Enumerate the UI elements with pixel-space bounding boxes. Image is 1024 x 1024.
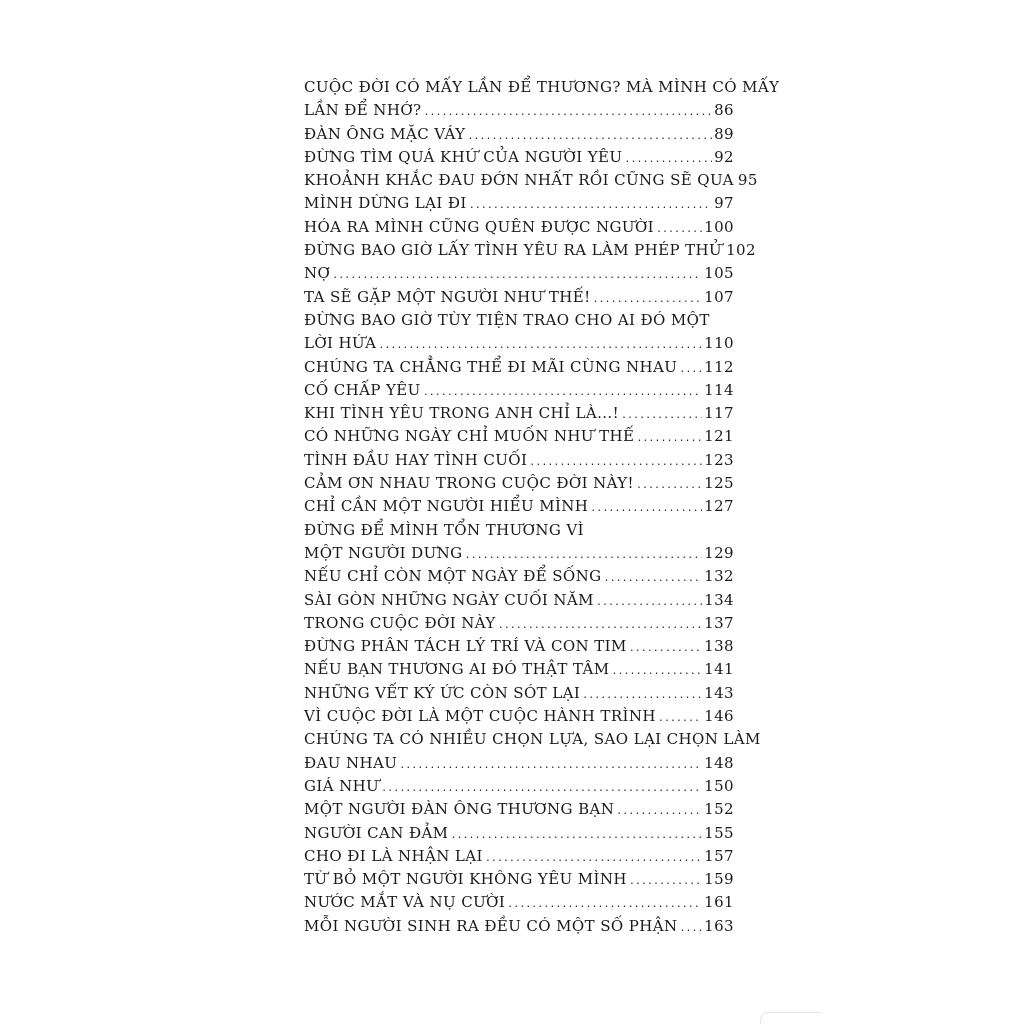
table-of-contents xyxy=(304,76,780,938)
toc-entry-title: MỘT NGƯỜI ĐÀN ÔNG THƯƠNG BẠN xyxy=(304,800,615,819)
toc-entry-title: NGƯỜI CAN ĐẢM xyxy=(304,823,449,842)
toc-entry xyxy=(304,728,761,751)
toc-entry-page-number: 100 xyxy=(704,217,734,236)
toc-entry xyxy=(304,76,780,99)
toc-entry-title: TRONG CUỘC ĐỜI NÀY xyxy=(304,613,496,632)
toc-dot-leader xyxy=(612,660,703,683)
toc-dot-leader xyxy=(629,870,702,893)
toc-dot-leader xyxy=(590,497,702,520)
toc-entry-title: ĐÀN ÔNG MẶC VÁY xyxy=(304,124,466,143)
toc-entry xyxy=(304,286,734,309)
toc-entry-page-number: 137 xyxy=(704,613,734,632)
toc-dot-leader xyxy=(498,614,702,637)
toc-entry xyxy=(304,822,734,845)
toc-entry-title: SÀI GÒN NHỮNG NGÀY CUỐI NĂM xyxy=(304,590,594,609)
toc-entry-title: CHO ĐI LÀ NHẬN LẠI xyxy=(304,846,483,865)
toc-entry-title: TÌNH ĐẦU HAY TÌNH CUỐI xyxy=(304,450,528,469)
toc-entry-title: ĐỪNG BAO GIỜ LẤY TÌNH YÊU RA LÀM PHÉP THỬ xyxy=(304,241,723,260)
toc-entry xyxy=(304,495,734,518)
toc-entry-page-number: 97 xyxy=(714,194,734,213)
toc-dot-leader xyxy=(467,125,712,148)
toc-entry xyxy=(304,542,734,565)
toc-entry-page-number: 138 xyxy=(704,637,734,656)
toc-dot-leader xyxy=(465,544,703,567)
toc-dot-leader xyxy=(450,824,702,847)
toc-entry-title: KHI TÌNH YÊU TRONG ANH CHỈ LÀ...! xyxy=(304,404,620,423)
toc-entry xyxy=(304,682,734,705)
toc-dot-leader xyxy=(378,334,702,357)
toc-entry-title: CHÚNG TA CÓ NHIỀU CHỌN LỰA, SAO LẠI CHỌN LÀM xyxy=(304,730,761,749)
toc-entry xyxy=(304,309,734,332)
toc-entry xyxy=(304,589,734,612)
toc-entry xyxy=(304,169,758,192)
toc-entry xyxy=(304,123,734,146)
toc-dot-leader xyxy=(399,754,702,777)
toc-entry xyxy=(304,262,734,285)
toc-dot-leader xyxy=(485,847,702,870)
toc-entry-title: VÌ CUỘC ĐỜI LÀ MỘT CUỘC HÀNH TRÌNH xyxy=(304,707,656,726)
toc-entry-title: LỜI HỨA xyxy=(304,334,377,353)
toc-dot-leader xyxy=(624,148,712,171)
toc-entry xyxy=(304,356,734,379)
toc-entry-title: HÓA RA MÌNH CŨNG QUÊN ĐƯỢC NGƯỜI xyxy=(304,217,654,236)
toc-entry-page-number: 148 xyxy=(704,753,734,772)
toc-entry xyxy=(304,612,734,635)
toc-entry xyxy=(304,239,756,262)
toc-dot-leader xyxy=(658,707,702,730)
toc-entry-page-number: 92 xyxy=(714,147,734,166)
toc-dot-leader xyxy=(381,777,702,800)
toc-entry-page-number: 102 xyxy=(726,241,756,260)
toc-entry-title: TỪ BỎ MỘT NGƯỜI KHÔNG YÊU MÌNH xyxy=(304,870,627,889)
toc-entry xyxy=(304,192,734,215)
toc-entry-page-number: 152 xyxy=(704,800,734,819)
toc-entry xyxy=(304,915,734,938)
toc-dot-leader xyxy=(423,381,702,404)
toc-entry-title: ĐỪNG BAO GIỜ TÙY TIỆN TRAO CHO AI ĐÓ MỘT xyxy=(304,310,710,329)
toc-entry-page-number: 146 xyxy=(704,707,734,726)
toc-entry-page-number: 110 xyxy=(704,334,734,353)
toc-entry-title: MÌNH DỪNG LẠI ĐI xyxy=(304,194,467,213)
toc-entry xyxy=(304,845,734,868)
toc-entry-title: CÓ NHỮNG NGÀY CHỈ MUỐN NHƯ THẾ xyxy=(304,427,635,446)
toc-entry-title: CUỘC ĐỜI CÓ MẤY LẦN ĐỂ THƯƠNG? MÀ MÌNH CÓ MẤY xyxy=(304,78,780,96)
toc-entry xyxy=(304,425,734,448)
toc-entry-page-number: 86 xyxy=(714,101,734,120)
toc-dot-leader xyxy=(636,427,702,450)
toc-entry-title: ĐỪNG PHÂN TÁCH LÝ TRÍ VÀ CON TIM xyxy=(304,637,627,656)
toc-dot-leader xyxy=(656,218,702,241)
toc-dot-leader xyxy=(596,591,702,614)
toc-dot-leader xyxy=(593,288,703,311)
toc-entry-title: MỖI NGƯỜI SINH RA ĐỀU CÓ MỘT SỐ PHẬN xyxy=(304,916,678,935)
toc-entry-title: TA SẼ GẶP MỘT NGƯỜI NHƯ THẾ! xyxy=(304,287,591,306)
toc-entry-page-number: 159 xyxy=(704,870,734,889)
toc-entry-page-number: 105 xyxy=(704,264,734,283)
toc-entry xyxy=(304,775,734,798)
toc-entry-page-number: 163 xyxy=(704,916,734,935)
toc-entry xyxy=(304,565,734,588)
toc-entry-page-number: 112 xyxy=(704,357,734,376)
toc-dot-leader xyxy=(679,358,702,381)
toc-dot-leader xyxy=(604,567,703,590)
toc-entry-page-number: 123 xyxy=(704,450,734,469)
toc-entry xyxy=(304,868,734,891)
toc-entry xyxy=(304,519,734,542)
toc-entry-page-number: 125 xyxy=(704,474,734,493)
toc-entry xyxy=(304,798,734,821)
toc-dot-leader xyxy=(332,264,702,287)
toc-entry xyxy=(304,752,734,775)
toc-dot-leader xyxy=(529,451,702,474)
toc-entry-title: GIÁ NHƯ xyxy=(304,776,380,795)
toc-entry-page-number: 155 xyxy=(704,823,734,842)
toc-dot-leader xyxy=(629,637,702,660)
toc-entry-page-number: 132 xyxy=(704,567,734,586)
toc-dot-leader xyxy=(469,194,712,217)
toc-entry xyxy=(304,635,734,658)
toc-entry xyxy=(304,472,734,495)
toc-entry-page-number: 89 xyxy=(714,124,734,143)
toc-entry xyxy=(304,216,734,239)
toc-entry-title: KHOẢNH KHẮC ĐAU ĐỚN NHẤT RỒI CŨNG SẼ QUA xyxy=(304,171,734,190)
toc-entry xyxy=(304,449,734,472)
page-corner-shadow xyxy=(760,1012,821,1024)
toc-dot-leader xyxy=(621,404,702,427)
toc-entry-title: NỢ xyxy=(304,264,331,283)
toc-entry-page-number: 127 xyxy=(704,497,734,516)
toc-entry-page-number: 157 xyxy=(704,846,734,865)
toc-entry-title: CHÚNG TA CHẲNG THỂ ĐI MÃI CÙNG NHAU xyxy=(304,357,678,376)
toc-entry-title: CẢM ƠN NHAU TRONG CUỘC ĐỜI NÀY! xyxy=(304,474,634,493)
toc-dot-leader xyxy=(507,893,702,916)
toc-dot-leader xyxy=(582,684,702,707)
toc-entry-title: ĐAU NHAU xyxy=(304,753,398,772)
toc-entry xyxy=(304,146,734,169)
toc-entry-page-number: 161 xyxy=(704,893,734,912)
toc-entry xyxy=(304,658,734,681)
toc-entry-title: MỘT NGƯỜI DƯNG xyxy=(304,543,463,562)
toc-dot-leader xyxy=(616,800,702,823)
toc-entry-title: NHỮNG VẾT KÝ ỨC CÒN SÓT LẠI xyxy=(304,683,581,702)
toc-entry xyxy=(304,332,734,355)
toc-entry xyxy=(304,402,734,425)
toc-entry-page-number: 129 xyxy=(704,543,734,562)
toc-entry-page-number: 114 xyxy=(704,380,734,399)
toc-entry xyxy=(304,379,734,402)
toc-dot-leader xyxy=(679,917,702,940)
toc-entry-page-number: 141 xyxy=(704,660,734,679)
toc-entry-page-number: 121 xyxy=(704,427,734,446)
toc-entry-title: ĐỪNG TÌM QUÁ KHỨ CỦA NGƯỜI YÊU xyxy=(304,147,623,166)
toc-entry-title: NƯỚC MẮT VÀ NỤ CƯỜI xyxy=(304,893,506,912)
toc-entry-title: CỐ CHẤP YÊU xyxy=(304,380,421,399)
toc-entry-page-number: 143 xyxy=(704,683,734,702)
toc-dot-leader xyxy=(636,474,702,497)
toc-entry-page-number: 107 xyxy=(704,287,734,306)
toc-entry-title: NẾU BẠN THƯƠNG AI ĐÓ THẬT TÂM xyxy=(304,660,610,679)
toc-entry xyxy=(304,891,734,914)
toc-entry-page-number: 150 xyxy=(704,776,734,795)
toc-dot-leader xyxy=(423,101,712,124)
toc-entry-title: NẾU CHỈ CÒN MỘT NGÀY ĐỂ SỐNG xyxy=(304,567,602,586)
toc-entry-page-number: 117 xyxy=(704,404,734,423)
toc-entry-page-number: 134 xyxy=(704,590,734,609)
toc-entry xyxy=(304,99,734,122)
toc-entry xyxy=(304,705,734,728)
toc-entry-title: ĐỪNG ĐỂ MÌNH TỔN THƯƠNG VÌ xyxy=(304,520,584,539)
toc-entry-title: LẦN ĐỂ NHỚ? xyxy=(304,101,422,120)
toc-entry-page-number: 95 xyxy=(737,171,758,190)
toc-entry-title: CHỈ CẦN MỘT NGƯỜI HIỂU MÌNH xyxy=(304,497,589,516)
